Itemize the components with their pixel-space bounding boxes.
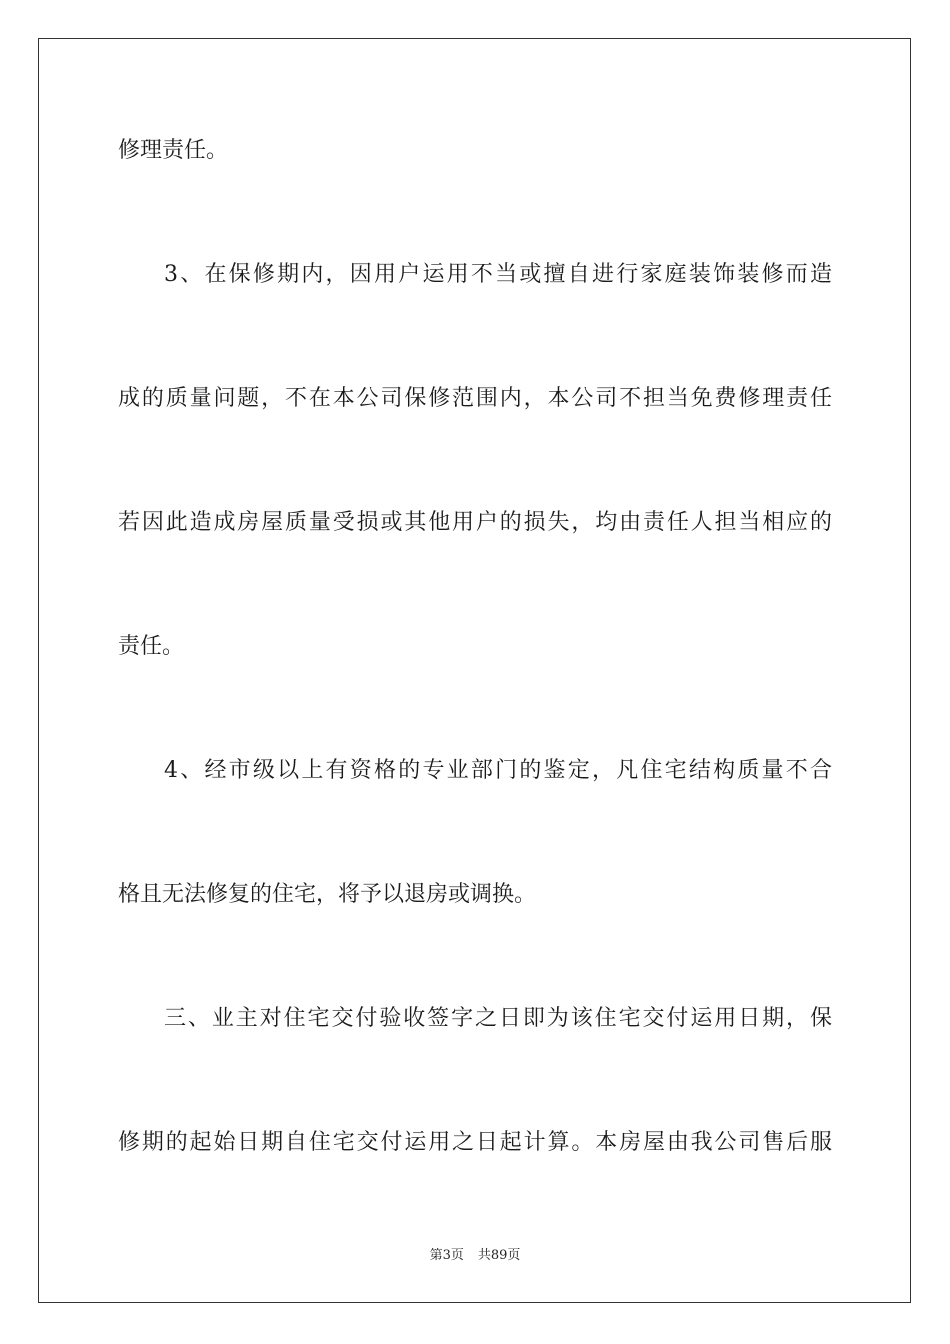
page-border	[38, 38, 911, 1303]
text-line-7: 格且无法修复的住宅，将予以退房或调换。	[118, 882, 537, 907]
text-line-4: 若因此造成房屋质量受损或其他用户的损失，均由责任人担当相应的	[118, 510, 832, 535]
text-line-9: 修期的起始日期自住宅交付运用之日起计算。本房屋由我公司售后服	[118, 1130, 832, 1155]
total-pages: 共89页	[477, 1248, 521, 1263]
page-footer	[0, 1248, 950, 1264]
text-line-5: 责任。	[118, 634, 185, 659]
page-number: 第3页	[429, 1248, 464, 1263]
text-line-8: 三、业主对住宅交付验收签字之日即为该住宅交付运用日期，保	[164, 1006, 832, 1031]
text-line-1: 修理责任。	[118, 138, 229, 163]
text-line-2: 3、在保修期内，因用户运用不当或擅自进行家庭装饰装修而造	[164, 262, 832, 287]
text-line-3: 成的质量问题，不在本公司保修范围内，本公司不担当免费修理责任	[118, 386, 832, 411]
text-line-6: 4、经市级以上有资格的专业部门的鉴定，凡住宅结构质量不合	[164, 758, 832, 783]
